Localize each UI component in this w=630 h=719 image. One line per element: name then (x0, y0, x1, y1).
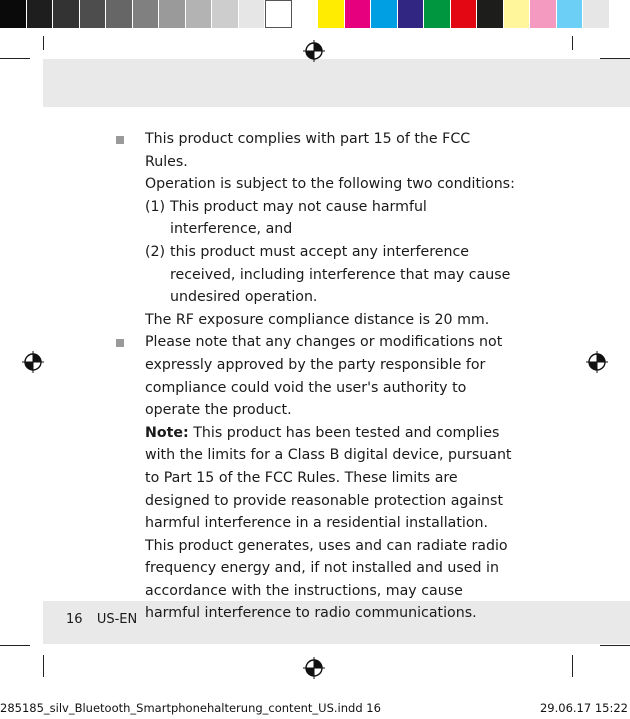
condition-1-number: (1) (145, 198, 166, 215)
page-number: 16 (66, 612, 83, 627)
color-swatch (27, 0, 54, 28)
color-swatch (504, 0, 531, 28)
fcc-line1: This product complies with part 15 of the FCC Rules. (145, 131, 471, 170)
note-text: This product has been tested and complies with the limits for a Class B digital device, pursuant to Part 15 of the FCC Rules. These limits are designed to provide reasonable protection against harmful interference in a residential installation. This product generates, uses and can radiate radio frequency energy and, if not installed and used in accordance with the instructions, may cause harmful interference to radio communications. (145, 424, 512, 622)
color-swatch (318, 0, 345, 28)
registration-mark-icon (22, 351, 44, 373)
color-swatch (477, 0, 504, 28)
color-swatch (371, 0, 398, 28)
note-label: Note: (145, 424, 189, 441)
color-swatch (424, 0, 451, 28)
condition-2-text: this product must accept any interference received, including interference that may cause undesired operation. (170, 243, 511, 306)
slug-filename: 285185_silv_Bluetooth_Smartphonehalterung_content_US.indd 16 (0, 701, 381, 715)
color-swatch (133, 0, 160, 28)
color-swatch (557, 0, 584, 28)
bullet-square-icon (116, 339, 124, 347)
registration-mark-icon (303, 40, 325, 62)
registration-mark-icon (303, 657, 325, 679)
color-swatch (80, 0, 107, 28)
color-swatch (239, 0, 266, 28)
color-swatch (186, 0, 213, 28)
fcc-statement (116, 128, 516, 625)
color-swatch (212, 0, 239, 28)
note-paragraph (145, 422, 516, 625)
registration-mark-icon (586, 351, 608, 373)
color-swatch (53, 0, 80, 28)
modifications-bullet (116, 331, 516, 625)
condition-1 (145, 196, 516, 241)
color-swatch (265, 0, 292, 28)
rf-exposure-text: The RF exposure compliance distance is 20 mm. (145, 311, 490, 328)
color-swatch (398, 0, 425, 28)
language-code: US-EN (96, 612, 138, 627)
grayscale-color-bar (0, 0, 292, 28)
header-band (43, 59, 630, 107)
color-swatch (159, 0, 186, 28)
color-swatch (0, 0, 27, 28)
process-color-bar (318, 0, 610, 28)
condition-2 (145, 241, 516, 309)
condition-1-text: This product may not cause harmful interference, and (170, 198, 427, 238)
color-swatch (451, 0, 478, 28)
condition-2-number: (2) (145, 243, 166, 260)
color-swatch (345, 0, 372, 28)
slug-date: 29.06.17 15:22 (539, 701, 628, 715)
bullet-square-icon (116, 136, 124, 144)
color-swatch (530, 0, 557, 28)
color-swatch (583, 0, 610, 28)
modifications-text: Please note that any changes or modifications not expressly approved by the party responsible for compliance could void the user's authority to operate the product. (145, 334, 503, 419)
page-footer (66, 612, 137, 627)
fcc-compliance-bullet (116, 128, 516, 331)
color-swatch (106, 0, 133, 28)
fcc-line2: Operation is subject to the following two conditions: (145, 176, 515, 193)
